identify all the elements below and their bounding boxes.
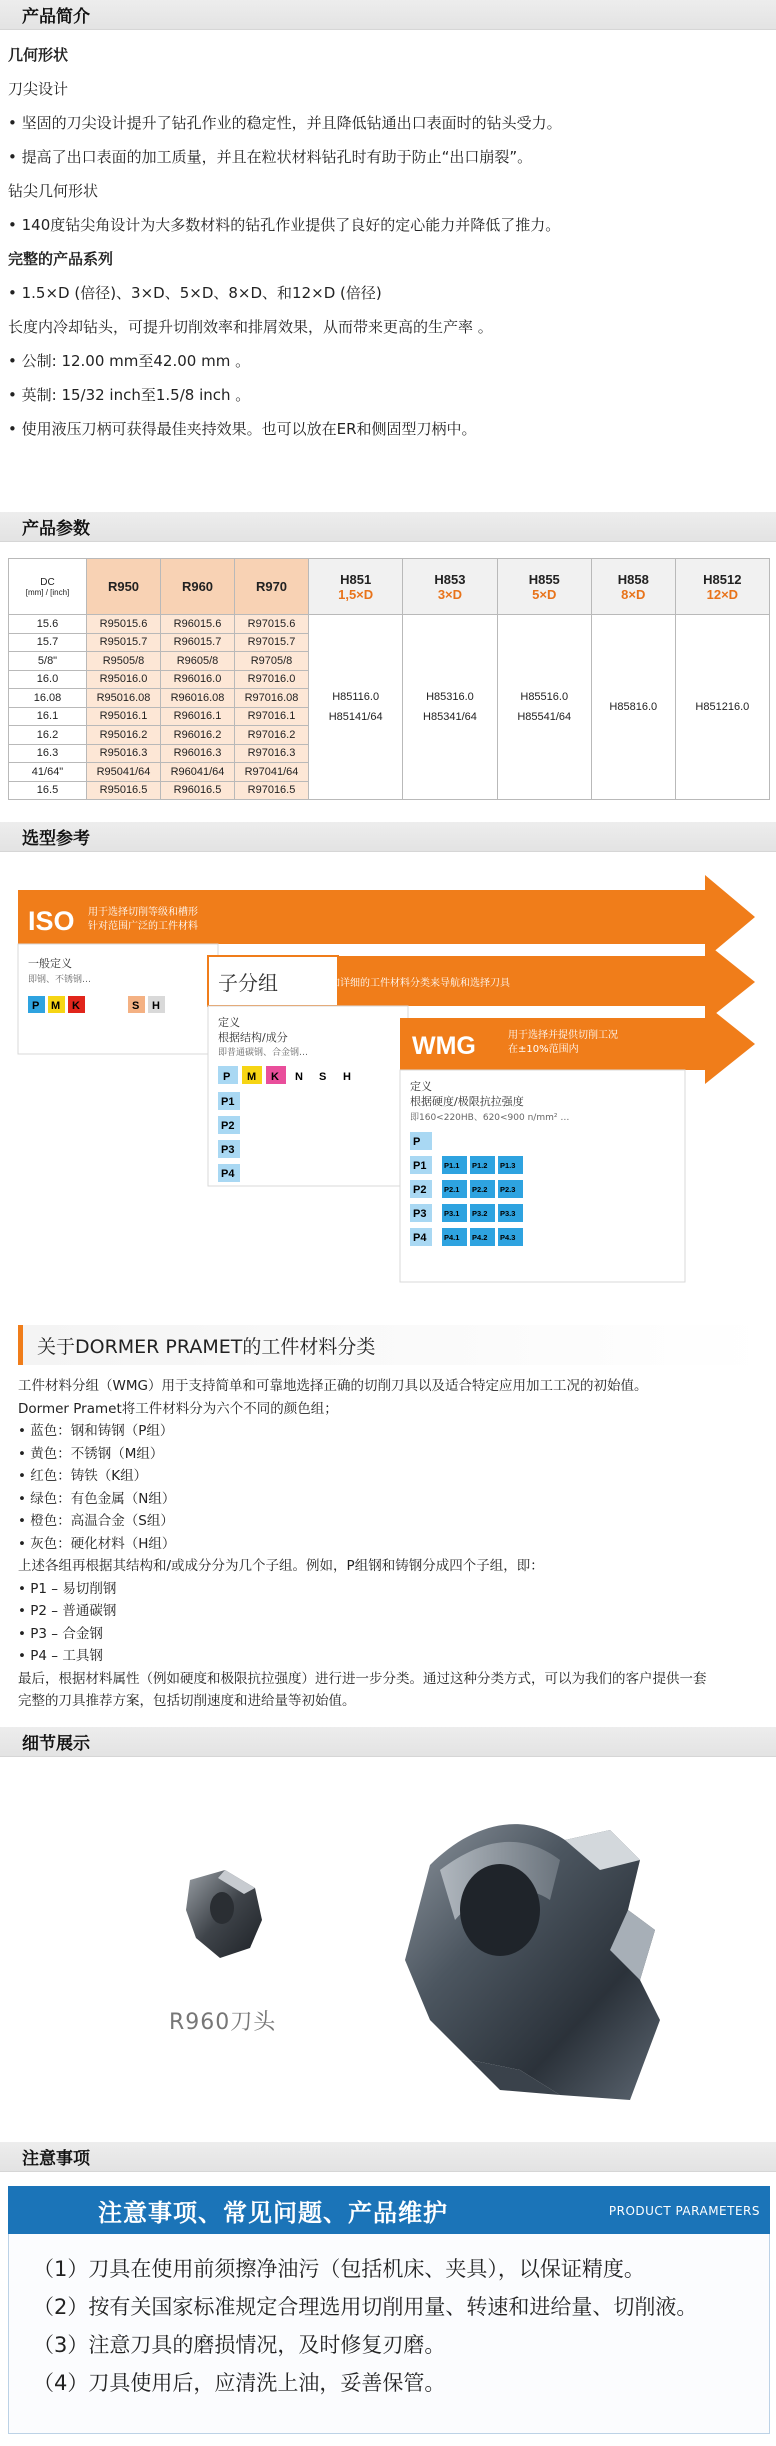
intro-line: • 1.5×D (倍径)、3×D、5×D、8×D、和12×D (倍径) [8,284,382,302]
code-cell: R96016.08 [161,689,235,708]
holder-value: H851216.0 [695,701,750,713]
subgroup-title: 子分组 [218,971,278,995]
section-title: 细节展示 [22,1734,90,1754]
intro-line: 长度内冷却钻头，可提升切削效率和排屑效果，从而带来更高的生产率 。 [8,318,493,336]
holder-value: H85116.0 [332,691,380,703]
iso-desc-2: 针对范围广泛的工件材料 [88,921,198,932]
subgroup-letter: M [247,1071,257,1083]
intro-line: 刀尖设计 [8,80,69,98]
holder-ratio: 3×D [437,586,463,602]
dc-header [9,559,87,615]
code-cell: R97016.3 [235,744,309,763]
dc-cell: 16.08 [9,689,87,708]
spec-table [8,558,770,800]
wmg-cell-label: P1.1 [444,1161,460,1170]
wmg-line: Dormer Pramet将工件材料分为六个不同的颜色组； [18,1400,338,1417]
iso-s: S [132,1000,140,1012]
code-cell: R95015.6 [87,615,161,634]
wmg-cell-label: P4.3 [500,1233,516,1242]
holder-header [309,559,403,615]
code-cell: R96015.7 [161,633,235,652]
wmg-line: 完整的刀具推荐方案，包括切削速度和进给量等初始值。 [18,1693,356,1709]
dc-cell: 41/64" [9,763,87,782]
section-title: 注意事项 [22,2149,90,2169]
holder-header [591,559,675,615]
holder-cell [675,615,769,800]
wmg-cell-label: P4.2 [472,1233,488,1242]
wmg-description [18,1325,768,1713]
holder-code: H855 [528,571,560,587]
wmg-line: 工件材料分组（WMG）用于支持简单和可靠地选择正确的切削刀具以及适合特定应用加工工况的初始值。 [18,1378,648,1394]
code-cell: R96015.6 [161,615,235,634]
wmg-def-sub: 即160<220HB、620<900 n/mm² … [410,1113,570,1123]
code-cell: R9605/8 [161,652,235,671]
subgroup-def-sub: 即普通碳钢、合金钢… [218,1048,309,1058]
section-header-intro [0,0,776,30]
holder-code: H853 [434,571,466,587]
detail-svg [0,1770,776,2110]
section-title: 产品参数 [22,519,90,539]
col-header: R970 [235,559,309,615]
wmg-line: • 蓝色：钢和铸钢（P组） [18,1423,174,1439]
code-cell: R95016.3 [87,744,161,763]
section-header-detail [0,1727,776,1757]
code-cell: R95015.7 [87,633,161,652]
subgroup-row-label: P3 [221,1144,235,1156]
subgroup-row-label: P1 [221,1096,235,1108]
wmg-line: 最后，根据材料属性（例如硬度和极限抗拉强度）进行进一步分类。通过这种分类方式，可以为我们的客户提供一套 [18,1670,707,1687]
holder-cell [309,615,403,800]
wmg-def: 定义 [410,1080,432,1093]
section-title: 产品简介 [22,7,90,27]
code-cell: R97015.6 [235,615,309,634]
code-cell: R95016.0 [87,670,161,689]
wmg-line: • 绿色：有色金属（N组） [18,1490,176,1507]
holder-ratio: 1,5×D [338,586,374,602]
subgroup-letter: N [295,1071,303,1083]
selection-diagram-svg [0,870,776,1300]
wmg-line: • 红色：铸铁（K组） [18,1468,148,1484]
subgroup-row-label: P2 [221,1120,235,1132]
wmg-cell-label: P3.2 [472,1209,488,1218]
holder-ratio: 5×D [532,586,557,602]
table-row [9,615,770,634]
wmg-cell-label: P3.3 [500,1209,516,1218]
wmg-desc-2: 在±10%范围内 [508,1044,579,1055]
code-cell: R95016.2 [87,726,161,745]
intro-subheading: 几何形状 [8,46,69,64]
holder-value: H85341/64 [423,711,477,723]
dc-cell: 15.6 [9,615,87,634]
holder-value: H85316.0 [426,691,474,703]
notice-item: （1）刀具在使用前须擦净油污（包括机床、夹具），以保证精度。 [33,2257,645,2281]
wmg-section-title: 关于DORMER PRAMET的工件材料分类 [18,1325,768,1365]
wmg-title: WMG [412,1032,476,1060]
intro-line: 钻尖几何形状 [8,182,99,200]
code-cell: R95041/64 [87,763,161,782]
holder-header [675,559,769,615]
wmg-line: • 橙色：高温合金（S组） [18,1513,174,1529]
table-body [9,615,770,800]
wmg-desc-1: 用于选择并提供切削工况 [508,1030,618,1041]
col-header: R960 [161,559,235,615]
table-header-row [9,559,770,615]
iso-def-sub: 即钢、不锈钢… [28,975,92,985]
section-header-params [0,512,776,542]
dc-cell: 16.3 [9,744,87,763]
subgroup-desc: 用于更加详细的工件材料分类来导航和选择刀具 [300,978,510,989]
dc-cell: 5/8" [9,652,87,671]
dc-cell: 16.1 [9,707,87,726]
subgroup-def-2: 根据结构/成分 [218,1031,288,1044]
small-insert-image [186,1870,262,1958]
wmg-cell-label: P2.2 [472,1185,488,1194]
iso-p: P [32,1000,40,1012]
code-cell: R96016.1 [161,707,235,726]
wmg-cell-label: P4.1 [444,1233,460,1242]
iso-m: M [51,1000,61,1012]
intro-line: • 公制: 12.00 mm至42.00 mm 。 [8,352,251,370]
code-cell: R96016.2 [161,726,235,745]
code-cell: R96016.3 [161,744,235,763]
code-cell: R97016.1 [235,707,309,726]
wmg-row-label: P [413,1136,421,1148]
detail-caption: R960刀头 [169,2010,277,2035]
selection-diagram [0,870,776,1300]
spec-table-wrapper [8,558,770,802]
wmg-line: • P1 – 易切削钢 [18,1580,117,1597]
notice-banner [8,2186,770,2234]
holder-cell [497,615,591,800]
detail-images [0,1770,776,2110]
subgroup-letter: P [223,1071,231,1083]
holder-value: H85141/64 [328,711,383,723]
large-insert-image [405,1824,660,2100]
dc-cell: 16.5 [9,781,87,800]
wmg-row-label: P2 [413,1184,427,1196]
holder-value: H85516.0 [520,691,569,703]
col-header: R950 [87,559,161,615]
holder-code: H858 [617,571,649,587]
code-cell: R9505/8 [87,652,161,671]
iso-title: ISO [28,906,75,936]
wmg-body [18,1365,768,1713]
code-cell: R96016.5 [161,781,235,800]
wmg-cell-label: P2.1 [444,1185,460,1194]
code-cell: R97016.5 [235,781,309,800]
notice-item: （3）注意刀具的磨损情况，及时修复刃磨。 [33,2333,446,2357]
holder-ratio: 12×D [706,586,739,602]
wmg-line: • P4 – 工具钢 [18,1648,103,1664]
wmg-line: • P3 – 合金钢 [18,1625,103,1642]
dc-unit: [mm] / [inch] [25,587,70,597]
wmg-line: • P2 – 普通碳钢 [18,1603,117,1619]
wmg-line: • 灰色：硬化材料（H组） [18,1535,176,1552]
holder-header [497,559,591,615]
holder-ratio: 8×D [621,586,646,602]
notice-banner-right: PRODUCT PARAMETERS [608,2204,760,2218]
subgroup-row-label: P4 [221,1168,235,1180]
notice-box [8,2234,770,2434]
subgroup-def: 定义 [218,1016,240,1029]
intro-line: • 坚固的刀尖设计提升了钻孔作业的稳定性，并且降低钻通出口表面时的钻头受力。 [8,114,562,132]
subgroup-letter: S [319,1071,327,1083]
wmg-cell-label: P2.3 [500,1185,516,1194]
dc-cell: 15.7 [9,633,87,652]
holder-code: H8512 [703,571,742,587]
code-cell: R97016.0 [235,670,309,689]
intro-line: • 英制: 15/32 inch至1.5/8 inch 。 [8,386,251,404]
code-cell: R97016.2 [235,726,309,745]
iso-h: H [152,1000,160,1012]
holder-value: H85816.0 [609,701,658,713]
holder-header [403,559,497,615]
code-cell: R96041/64 [161,763,235,782]
intro-line: • 提高了出口表面的加工质量，并且在粒状材料钻孔时有助于防止“出口崩裂”。 [8,148,533,166]
wmg-line: • 黄色：不锈钢（M组） [18,1445,164,1462]
wmg-cell-label: P3.1 [444,1209,460,1218]
code-cell: R95016.08 [87,689,161,708]
notice-item: （4）刀具使用后，应清洗上油，妥善保管。 [33,2371,446,2395]
intro-text [0,30,776,446]
wmg-def-2: 根据硬度/极限抗拉强度 [410,1095,524,1108]
subgroup-letter: K [271,1071,279,1083]
code-cell: R9705/8 [235,652,309,671]
dc-label: DC [40,576,55,588]
holder-code: H851 [340,571,372,587]
dc-cell: 16.0 [9,670,87,689]
notice-banner-title: 注意事项、常见问题、产品维护 [98,2198,448,2227]
wmg-cell-label: P1.3 [500,1161,516,1170]
holder-cell [591,615,675,800]
code-cell: R96016.0 [161,670,235,689]
wmg-row-label: P4 [413,1232,427,1244]
notice-item: （2）按有关国家标准规定合理选用切削用量、转速和进给量、切削液。 [33,2295,698,2319]
code-cell: R95016.5 [87,781,161,800]
subgroup-letter: H [343,1071,351,1083]
section-header-notice [0,2142,776,2172]
intro-subheading: 完整的产品系列 [8,250,114,268]
code-cell: R97041/64 [235,763,309,782]
holder-cell [403,615,497,800]
wmg-row-label: P3 [413,1208,427,1220]
code-cell: R97016.08 [235,689,309,708]
dc-cell: 16.2 [9,726,87,745]
iso-k: K [72,1000,80,1012]
iso-desc-1: 用于选择切削等级和槽形 [88,907,198,918]
holder-value: H85541/64 [517,711,572,723]
section-title: 选型参考 [22,829,90,849]
code-cell: R95016.1 [87,707,161,726]
wmg-line: 上述各组再根据其结构和/或成分分为几个子组。例如，P组钢和铸钢分成四个子组，即： [18,1558,544,1574]
intro-line: • 使用液压刀柄可获得最佳夹持效果。也可以放在ER和侧固型刀柄中。 [8,420,477,438]
intro-line: • 140度钻尖角设计为大多数材料的钻孔作业提供了良好的定心能力并降低了推力。 [8,216,561,234]
wmg-row-label: P1 [413,1160,427,1172]
wmg-cell-label: P1.2 [472,1161,488,1170]
section-header-selection [0,822,776,852]
iso-def: 一般定义 [28,957,72,970]
code-cell: R97015.7 [235,633,309,652]
